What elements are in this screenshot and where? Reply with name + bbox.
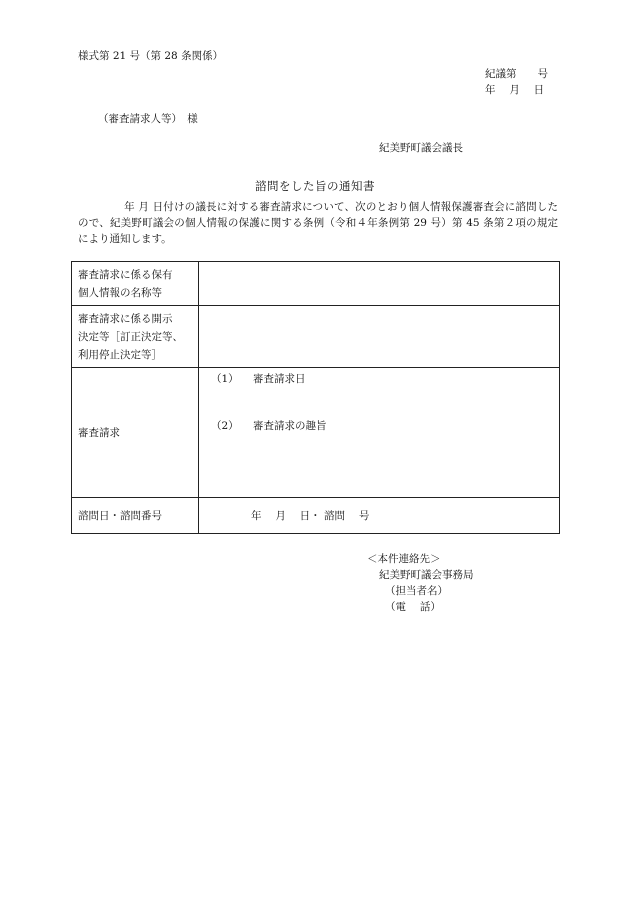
label-line: 利用停止決定等］: [78, 348, 162, 361]
row-label-consultation-date: 諮問日・諮問番号: [72, 498, 199, 534]
row-label-review-request: 審査請求: [72, 368, 199, 498]
info-table: [71, 261, 560, 534]
row-value-consultation-date: 年 月 日・ 諮問 号: [199, 498, 560, 534]
item-text: 審査請求の趣旨: [253, 420, 327, 432]
document-title: 諮問をした旨の通知書: [255, 179, 375, 193]
row-label-disclosure-decision: [72, 306, 199, 368]
review-request-purpose-item: [211, 417, 327, 435]
review-request-date-item: [211, 370, 306, 388]
form-number-label: 様式第 21 号（第 28 条関係）: [78, 50, 224, 62]
row-value-disclosure-decision: [199, 306, 560, 368]
row-value-record-name: [199, 262, 560, 306]
label-line: 審査請求に係る保有: [78, 268, 173, 281]
sender: 紀美野町議会議長: [379, 142, 463, 154]
body-text: 年 月 日付けの議長に対する審査請求について、次のとおり個人情報保護審査会に諮問したので、紀美野町議会の個人情報の保護に関する条例（令和４年条例第 29 号）第 45 条第２項の規定により通知します。: [78, 201, 558, 245]
row-value-review-request: [199, 368, 560, 498]
label-line: 審査請求に係る開示: [78, 312, 173, 325]
contact-block: [367, 551, 474, 615]
label-line: 個人情報の名称等: [78, 286, 162, 299]
table-row-consultation-date: [72, 498, 560, 534]
contact-phone: （電 話）: [385, 601, 441, 613]
body-paragraph: [78, 199, 558, 247]
label-line: 決定等［訂正決定等、: [78, 330, 183, 343]
item-text: 審査請求日: [253, 373, 306, 385]
table-row-record-name: [72, 262, 560, 306]
document-date: 年 月 日: [485, 84, 545, 96]
contact-office: 紀美野町議会事務局: [379, 569, 474, 581]
document-number: 紀議第 号: [485, 68, 548, 80]
table-row-review-request: [72, 368, 560, 498]
row-label-record-name: [72, 262, 199, 306]
item-number: （2）: [211, 420, 239, 432]
addressee: （審査請求人等） 様: [98, 113, 198, 125]
contact-heading: ＜本件連絡先＞: [367, 553, 441, 565]
table-row-disclosure-decision: [72, 306, 560, 368]
item-number: （1）: [211, 373, 239, 385]
contact-person: （担当者名）: [385, 585, 448, 597]
